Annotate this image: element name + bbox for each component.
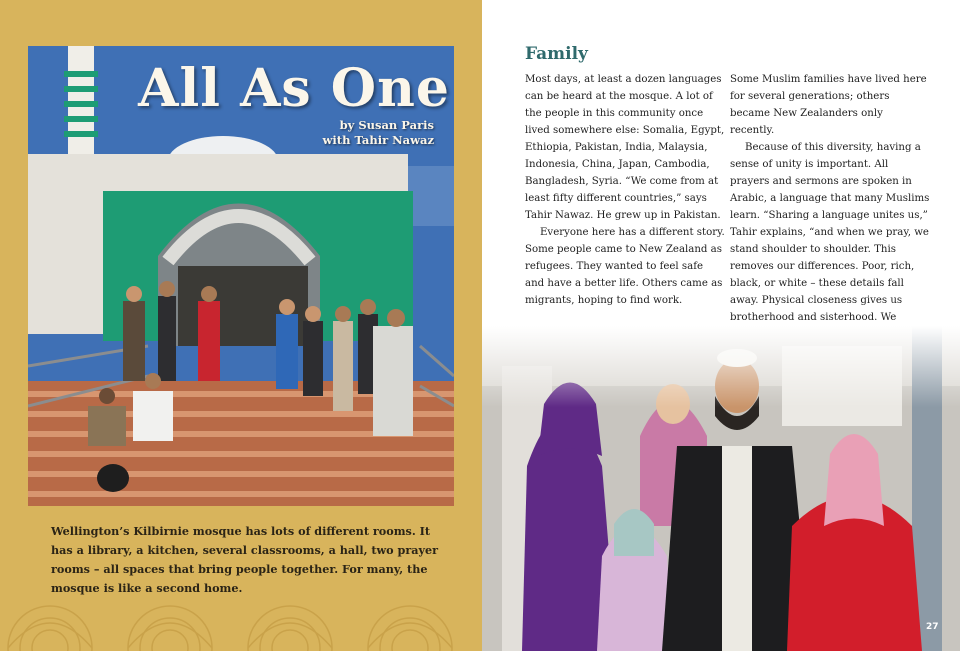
article-title: All As One: [138, 58, 450, 119]
right-page: [482, 0, 960, 651]
photo-caption: Wellington’s Kilbirnie mosque has lots of different rooms. It has a library, a kitchen, several classrooms, a hall, two prayer rooms – all spaces that bring people together. For many, the mosque is like a second home.: [51, 524, 439, 595]
paragraph: Because of this diversity, having a sense of unity is important. All prayers and sermons are spoken in Arabic, a language that many Muslims learn. “Sharing a language unites us,” Tahir explains, “and when we pray, we stand shoulder to shoulder. This removes our differences. Poor, rich, black, or white – these details fall away. Physical closeness gives us brotherhood and sisterhood. We: [730, 142, 930, 323]
byline: [228, 118, 434, 148]
text-column-1: [525, 71, 725, 309]
paragraph: Everyone here has a different story. Some people came to New Zealand as refugees. They wanted to feel safe and have a better life. Others came as migrants, hoping to find work.: [525, 227, 725, 306]
ornament-border: [0, 598, 482, 651]
family-photo: [482, 326, 960, 651]
page-number: 27: [926, 622, 939, 632]
text-column-2: [730, 71, 930, 343]
byline-coauthor: with Tahir Nawaz: [322, 133, 434, 147]
section-heading: Family: [525, 44, 588, 64]
byline-author: by Susan Paris: [339, 118, 434, 132]
paragraph: Most days, at least a dozen languages can be heard at the mosque. A lot of the people in this community once lived somewhere else: Somalia, Egypt, Ethiopia, Pakistan, India, Malaysia, Indonesia, China, Japan, Cambodia, Bangladesh, Syria. “We come from at least fifty different countries,” says Tahir Nawaz. He grew up in Pakistan.: [525, 74, 725, 221]
paragraph: Some Muslim families have lived here for several generations; others became New Zealanders only recently.: [730, 74, 927, 136]
mosque-photo: [28, 46, 454, 506]
